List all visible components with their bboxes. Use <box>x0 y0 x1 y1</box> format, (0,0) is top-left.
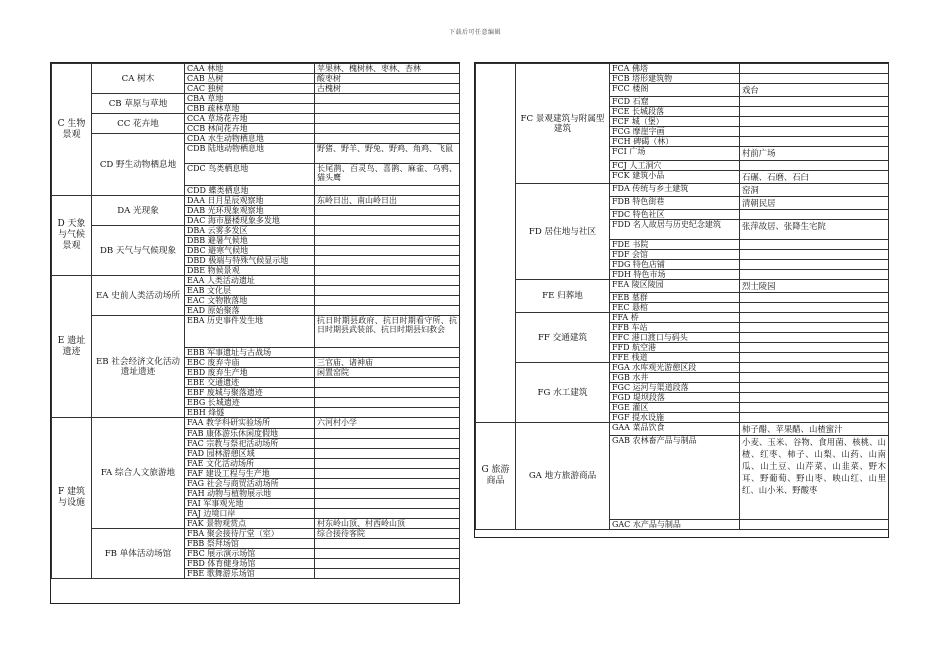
item-note-cell: 综合接待客院 <box>315 529 460 539</box>
item-note-cell <box>740 383 889 393</box>
item-note-cell <box>740 403 889 413</box>
item-note-cell <box>315 226 460 236</box>
subcategory-cell: FG 水工建筑 <box>516 363 610 423</box>
item-code-cell: FGD 堤坝段落 <box>610 393 740 403</box>
item-note-cell <box>315 499 460 509</box>
item-code-cell: FAJ 边境口岸 <box>185 509 315 519</box>
item-note-cell <box>315 408 460 418</box>
item-code-cell: EAB 文化层 <box>185 286 315 296</box>
item-note-cell <box>315 216 460 226</box>
item-code-cell: DBB 避暑气候地 <box>185 236 315 246</box>
item-note-cell <box>740 303 889 313</box>
item-note-cell: 苹果林、槐树林、枣林、杏林 <box>315 64 460 74</box>
item-note-cell <box>315 296 460 306</box>
category-cell: D 天象与气候景观 <box>52 196 92 276</box>
item-note-cell <box>740 413 889 423</box>
table-row <box>52 196 460 206</box>
item-note-cell: 石碾、石磨、石臼 <box>740 171 889 184</box>
item-note-cell <box>315 429 460 439</box>
item-note-cell: 小麦、玉米、谷物、食用菌、核桃、山楂、红枣、柿子、山梨、山药、山南瓜、山土豆、山芹菜、山韭菜、野木耳、野葡萄、野山枣、映山红、山里红、山小米、野酸枣 <box>740 436 889 520</box>
item-code-cell: FDC 特色社区 <box>610 210 740 220</box>
item-note-cell <box>315 489 460 499</box>
item-note-cell <box>315 246 460 256</box>
item-note-cell <box>740 97 889 107</box>
item-code-cell: FCK 建筑小品 <box>610 171 740 184</box>
item-code-cell: FAD 园林游憩区域 <box>185 449 315 459</box>
item-note-cell: 村前广场 <box>740 147 889 161</box>
item-code-cell: FDB 特色街巷 <box>610 197 740 210</box>
item-note-cell <box>740 240 889 250</box>
category-cell: F 建筑与设施 <box>52 418 92 579</box>
item-code-cell: EAC 文物散落地 <box>185 296 315 306</box>
item-code-cell: FDA 传统与乡土建筑 <box>610 184 740 197</box>
item-code-cell: FFC 港口渡口与码头 <box>610 333 740 343</box>
item-code-cell: FEB 墓群 <box>610 293 740 303</box>
table-row <box>476 280 889 293</box>
item-note-cell <box>315 398 460 408</box>
item-note-cell <box>315 348 460 358</box>
table-row <box>52 114 460 124</box>
item-code-cell: DBC 避寒气候地 <box>185 246 315 256</box>
table-row <box>52 94 460 104</box>
item-note-cell <box>740 107 889 117</box>
item-note-cell: 东岭日出、南山岭日出 <box>315 196 460 206</box>
item-note-cell <box>315 569 460 579</box>
subcategory-cell: FF 交通建筑 <box>516 313 610 363</box>
item-note-cell <box>315 276 460 286</box>
item-code-cell: FEA 陵区陵园 <box>610 280 740 293</box>
table-row <box>52 418 460 429</box>
item-code-cell: CAA 林地 <box>185 64 315 74</box>
item-code-cell: CDB 陆地动物栖息地 <box>185 144 315 164</box>
item-code-cell: EBG 长城遗迹 <box>185 398 315 408</box>
item-note-cell <box>315 186 460 196</box>
item-code-cell: DAB 光环现象观察地 <box>185 206 315 216</box>
item-note-cell: 烈士陵园 <box>740 280 889 293</box>
item-code-cell: FGA 水库观光游憩区段 <box>610 363 740 373</box>
item-note-cell: 酸枣树 <box>315 74 460 84</box>
item-note-cell <box>315 559 460 569</box>
item-note-cell <box>740 343 889 353</box>
item-code-cell: FGE 灌区 <box>610 403 740 413</box>
item-code-cell: FCD 石窟 <box>610 97 740 107</box>
item-code-cell: FAG 社会与商贸活动场所 <box>185 479 315 489</box>
subcategory-cell: EA 史前人类活动场所 <box>92 276 185 316</box>
table-row <box>476 64 889 74</box>
item-code-cell: EBH 烽燧 <box>185 408 315 418</box>
table-row <box>52 276 460 286</box>
category-cell: G 旅游商品 <box>476 423 516 530</box>
left-table-panel <box>50 62 460 604</box>
item-code-cell: DBD 极端与特殊气候显示地 <box>185 256 315 266</box>
item-note-cell: 长尾鹊、百灵鸟、喜鹊、麻雀、乌鸦、猫头鹰 <box>315 164 460 186</box>
table-row <box>52 316 460 348</box>
item-note-cell <box>315 459 460 469</box>
item-note-cell <box>740 333 889 343</box>
item-note-cell <box>315 549 460 559</box>
item-code-cell: FCH 碑碣（林） <box>610 137 740 147</box>
table-row <box>476 184 889 197</box>
item-code-cell: DBE 物候景观 <box>185 266 315 276</box>
subcategory-cell: CC 花卉地 <box>92 114 185 134</box>
item-note-cell <box>315 206 460 216</box>
subcategory-cell: FC 景观建筑与附属型建筑 <box>516 64 610 184</box>
item-code-cell: EBC 废弃寺庙 <box>185 358 315 368</box>
item-note-cell <box>315 378 460 388</box>
item-note-cell: 窑洞 <box>740 184 889 197</box>
item-code-cell: DAC 海市蜃楼现象多发地 <box>185 216 315 226</box>
table-row <box>476 423 889 436</box>
item-code-cell: EBF 废城与聚落遗迹 <box>185 388 315 398</box>
item-note-cell <box>315 236 460 246</box>
item-code-cell: FBB 祭拜场馆 <box>185 539 315 549</box>
item-code-cell: FBD 体育健身场馆 <box>185 559 315 569</box>
item-code-cell: CDC 鸟类栖息地 <box>185 164 315 186</box>
subcategory-cell: FE 归葬地 <box>516 280 610 313</box>
item-code-cell: FFD 航空港 <box>610 343 740 353</box>
subcategory-cell: FA 综合人文旅游地 <box>92 418 185 529</box>
item-code-cell: FAK 景物观赏点 <box>185 519 315 529</box>
item-code-cell: CAB 丛树 <box>185 74 315 84</box>
subcategory-cell: EB 社会经济文化活动遗址遗迹 <box>92 316 185 418</box>
item-code-cell: CAC 独树 <box>185 84 315 94</box>
category-cell <box>476 64 516 423</box>
item-note-cell <box>740 137 889 147</box>
item-code-cell: FGB 水井 <box>610 373 740 383</box>
resource-table-left <box>51 63 460 579</box>
item-code-cell: FFB 车站 <box>610 323 740 333</box>
item-code-cell: FDH 特色市场 <box>610 270 740 280</box>
item-note-cell <box>315 509 460 519</box>
item-note-cell <box>315 286 460 296</box>
item-note-cell: 戏台 <box>740 84 889 97</box>
item-code-cell: FCJ 人工洞穴 <box>610 161 740 171</box>
page-header: 下载后可任意编辑 <box>448 29 501 36</box>
item-code-cell: EAA 人类活动遗址 <box>185 276 315 286</box>
item-note-cell <box>740 74 889 84</box>
subcategory-cell: FD 居住地与社区 <box>516 184 610 280</box>
item-code-cell: FBC 展示演示场馆 <box>185 549 315 559</box>
item-code-cell: FAH 动物与植物展示地 <box>185 489 315 499</box>
item-note-cell <box>315 124 460 134</box>
item-code-cell: CDA 水生动物栖息地 <box>185 134 315 144</box>
item-code-cell: FCC 楼阁 <box>610 84 740 97</box>
item-note-cell: 三官庙、诸神庙 <box>315 358 460 368</box>
subcategory-cell: CD 野生动物栖息地 <box>92 134 185 196</box>
item-code-cell: FFA 桥 <box>610 313 740 323</box>
item-code-cell: FGC 运河与渠道段落 <box>610 383 740 393</box>
item-note-cell <box>740 161 889 171</box>
item-code-cell: FDG 特色店铺 <box>610 260 740 270</box>
item-note-cell: 柿子醋、苹果醋、山楂蜜汁 <box>740 423 889 436</box>
item-code-cell: EBE 交通遗迹 <box>185 378 315 388</box>
item-code-cell: CBA 草地 <box>185 94 315 104</box>
item-code-cell: FCB 塔形建筑物 <box>610 74 740 84</box>
item-code-cell: FAF 建设工程与生产地 <box>185 469 315 479</box>
item-note-cell <box>740 393 889 403</box>
item-code-cell: DBA 云雾多发区 <box>185 226 315 236</box>
table-row <box>476 363 889 373</box>
resource-table-right <box>475 63 889 530</box>
item-code-cell: FAB 康体游乐休闲度假地 <box>185 429 315 439</box>
item-code-cell: FDD 名人故居与历史纪念建筑 <box>610 220 740 240</box>
category-cell: C 生物景观 <box>52 64 92 196</box>
item-code-cell: EAD 原始聚落 <box>185 306 315 316</box>
item-code-cell: EBD 废弃生产地 <box>185 368 315 378</box>
item-note-cell <box>315 114 460 124</box>
item-code-cell: EBA 历史事件发生地 <box>185 316 315 348</box>
item-note-cell <box>315 266 460 276</box>
item-note-cell <box>740 293 889 303</box>
item-note-cell <box>740 270 889 280</box>
item-note-cell <box>740 64 889 74</box>
item-code-cell: EBB 军事遗址与古战场 <box>185 348 315 358</box>
item-note-cell <box>315 449 460 459</box>
item-note-cell: 古槐树 <box>315 84 460 94</box>
item-code-cell: FAI 军事观光地 <box>185 499 315 509</box>
subcategory-cell: CB 草原与草地 <box>92 94 185 114</box>
subcategory-cell: DB 天气与气候现象 <box>92 226 185 276</box>
category-cell: E 遗址遗迹 <box>52 276 92 418</box>
table-row <box>52 226 460 236</box>
item-code-cell: CDD 蝶类栖息地 <box>185 186 315 196</box>
item-code-cell: FEC 悬棺 <box>610 303 740 313</box>
item-note-cell <box>740 313 889 323</box>
item-code-cell: GAC 水产品与制品 <box>610 520 740 530</box>
item-note-cell: 村东岭山顶、村西岭山顶 <box>315 519 460 529</box>
item-note-cell <box>740 373 889 383</box>
item-note-cell <box>315 439 460 449</box>
item-code-cell: FDF 会馆 <box>610 250 740 260</box>
item-note-cell <box>315 104 460 114</box>
item-code-cell: FDE 书院 <box>610 240 740 250</box>
item-note-cell <box>740 210 889 220</box>
item-code-cell: GAB 农林畜产品与制品 <box>610 436 740 520</box>
subcategory-cell: GA 地方旅游商品 <box>516 423 610 530</box>
item-code-cell: DAA 日月星辰观察地 <box>185 196 315 206</box>
item-note-cell <box>740 353 889 363</box>
right-table-panel <box>474 62 889 538</box>
item-code-cell: FGF 提水设施 <box>610 413 740 423</box>
item-note-cell <box>740 127 889 137</box>
subcategory-cell: CA 树木 <box>92 64 185 94</box>
subcategory-cell: DA 光现象 <box>92 196 185 226</box>
item-note-cell <box>740 323 889 333</box>
item-code-cell: FCA 佛塔 <box>610 64 740 74</box>
table-row <box>52 134 460 144</box>
item-note-cell: 清朝民居 <box>740 197 889 210</box>
item-note-cell <box>740 260 889 270</box>
subcategory-cell: FB 单体活动场馆 <box>92 529 185 579</box>
item-code-cell: FCE 长城段落 <box>610 107 740 117</box>
item-note-cell <box>315 388 460 398</box>
item-code-cell: FFE 栈道 <box>610 353 740 363</box>
item-code-cell: FCI 广场 <box>610 147 740 161</box>
table-row <box>52 64 460 74</box>
item-note-cell <box>740 363 889 373</box>
item-code-cell: CCB 林间花卉地 <box>185 124 315 134</box>
item-code-cell: FBA 聚会接待厅堂（室） <box>185 529 315 539</box>
item-code-cell: CBB 疏林草地 <box>185 104 315 114</box>
item-code-cell: FAA 教学科研实验场所 <box>185 418 315 429</box>
item-code-cell: GAA 菜品饮食 <box>610 423 740 436</box>
item-note-cell: 六河村小学 <box>315 418 460 429</box>
item-note-cell <box>315 479 460 489</box>
item-note-cell <box>315 469 460 479</box>
table-row <box>476 313 889 323</box>
item-note-cell <box>740 520 889 530</box>
item-code-cell: FAC 宗教与祭祀活动场所 <box>185 439 315 449</box>
item-code-cell: FCG 摩崖字画 <box>610 127 740 137</box>
item-code-cell: CCA 草场花卉地 <box>185 114 315 124</box>
item-note-cell <box>740 117 889 127</box>
item-note-cell <box>315 306 460 316</box>
item-code-cell: FBE 歌舞游乐场馆 <box>185 569 315 579</box>
item-note-cell <box>315 539 460 549</box>
item-note-cell: 野猪、野羊、野兔、野鸡、角鸡、飞鼠 <box>315 144 460 164</box>
item-note-cell <box>315 134 460 144</box>
table-row <box>52 529 460 539</box>
item-note-cell: 张萍故居、张降生宅院 <box>740 220 889 240</box>
item-note-cell <box>315 94 460 104</box>
item-note-cell <box>740 250 889 260</box>
item-code-cell: FAE 文化活动场所 <box>185 459 315 469</box>
item-note-cell <box>315 256 460 266</box>
item-code-cell: FCF 城（堡） <box>610 117 740 127</box>
item-note-cell: 抗日时期县政府、抗日时期看守所、抗日时期县武装部、抗日时期县妇救会 <box>315 316 460 348</box>
item-note-cell: 闲置窑院 <box>315 368 460 378</box>
